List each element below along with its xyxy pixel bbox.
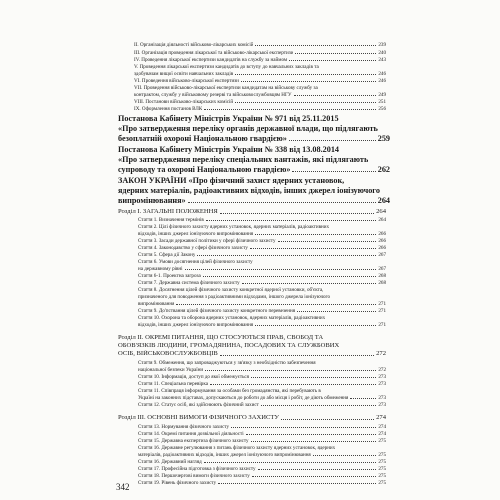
toc-entry: [134, 64, 386, 70]
toc-entry: [138, 360, 386, 366]
page-number: 342: [116, 482, 130, 492]
leader-dots: [218, 483, 376, 484]
toc-entry: [138, 266, 386, 272]
toc-entry: [134, 78, 386, 84]
toc-entry: [138, 259, 386, 265]
toc-entry: [134, 71, 386, 77]
leader-dots: [205, 370, 376, 371]
toc-heading: [118, 134, 390, 143]
leader-dots: [206, 220, 377, 221]
toc-entry-title: Стаття 8. Досягнення цілей фізичного захисту конкретної ядерної установки, об'єкта,: [138, 287, 324, 293]
toc-entry: [134, 57, 386, 63]
toc-entry-title: здобувачам вищої освіти навчальних закладів: [134, 71, 234, 77]
toc-entry-title: Стаття 18. Першочергові вимоги фізичного захисту: [138, 473, 250, 479]
toc-entry: [138, 238, 386, 244]
toc-entry-title: Стаття 19. Рівень фізичного захисту: [138, 480, 217, 486]
toc-entry: [138, 374, 386, 380]
toc-entry: [138, 402, 386, 408]
toc-page-number: 262: [377, 165, 390, 174]
toc-entry: [138, 231, 386, 237]
toc-page-number: 272: [378, 367, 386, 373]
leader-dots: [210, 384, 376, 385]
toc-section-title: Розділ I. ЗАГАЛЬНІ ПОЛОЖЕННЯ: [118, 208, 218, 215]
leader-dots: [185, 269, 377, 270]
toc-page-number: 249: [378, 92, 386, 98]
toc-entry-title: Стаття 14. Окремі питання дозвільної діяльності: [138, 431, 244, 437]
toc-heading: [118, 186, 390, 195]
toc-section: [118, 414, 386, 422]
toc-entry-title: Стаття 10. Охорона та оборона ядерних установок, ядерних матеріалів, радіоактивних: [138, 315, 326, 321]
toc-entry-title: Україні на законних підставах, допускаються до роботи до або місця і робіт, де діють обмеження: [138, 395, 349, 401]
toc-entry: [134, 99, 386, 105]
toc-entry: [138, 252, 386, 258]
toc-page-number: 266: [378, 231, 386, 237]
toc-page-number: 240: [378, 50, 386, 56]
toc-heading: [118, 124, 390, 133]
leader-dots: [258, 469, 377, 470]
toc-entry: [138, 301, 386, 307]
toc-entry: [138, 322, 386, 328]
toc-page-number: 275: [378, 466, 386, 472]
leader-dots: [246, 434, 377, 435]
leader-dots: [251, 441, 377, 442]
toc-entry-title: випромінювання: [138, 301, 175, 307]
leader-dots: [220, 355, 374, 356]
toc-page-number: 264: [378, 217, 386, 223]
toc-page-number: 266: [378, 245, 386, 251]
leader-dots: [294, 95, 377, 96]
toc-entry-title: Стаття 3. Засади державної політики у сфері фізичного захисту: [138, 238, 276, 244]
toc-page-number: 251: [378, 99, 386, 105]
toc-entry-title: Стаття 4. Законодавство у сфері фізичного захисту: [138, 245, 248, 251]
toc-entry-title: Стаття 17. Професійна підготовка з фізичного захисту: [138, 466, 256, 472]
leader-dots: [204, 109, 376, 110]
toc-entry: [138, 273, 386, 279]
toc-page-number: 259: [377, 134, 390, 143]
toc-heading-title: Постанова Кабінету Міністрів України № 971 від 25.11.2015: [118, 114, 339, 123]
toc-page-number: 273: [378, 381, 386, 387]
toc-heading-title: Постанова Кабінету Міністрів України № 338 від 13.08.2014: [118, 145, 340, 154]
toc-page-number: 275: [378, 452, 386, 458]
leader-dots: [281, 419, 374, 420]
toc-entry-title: VII. Проведення військово-лікарської експертизи кандидатам на військову службу за: [134, 85, 318, 91]
leader-dots: [297, 311, 376, 312]
toc-page-number: 267: [378, 252, 386, 258]
toc-entry-title: Стаття 9. До'пствання цілей фізичного захисту конкретного перевезення: [138, 308, 296, 314]
toc-entry: [138, 395, 386, 401]
toc-page-number: 243: [378, 57, 386, 63]
toc-page-number: 274: [378, 431, 386, 437]
toc-entry: [138, 294, 386, 300]
toc-page-number: 275: [378, 438, 386, 444]
leader-dots: [176, 304, 376, 305]
toc-entry-title: Стаття 9. Обмеження, що запроваджуються у зв'язку з необхідністю забезпечення: [138, 360, 316, 366]
toc-heading: [118, 165, 390, 174]
toc-entry: [134, 106, 386, 112]
toc-page-number: 275: [378, 459, 386, 465]
leader-dots: [255, 45, 376, 46]
toc-section: [118, 342, 386, 350]
toc-entry-title: IV. Проведення лікарської експертизи кандидатів на службу за наймом: [134, 57, 288, 63]
toc-heading: [118, 196, 390, 205]
toc-entry-title: IX. Оформлення постанов ВЛК: [134, 106, 203, 112]
leader-dots: [313, 455, 377, 456]
leader-dots: [204, 462, 377, 463]
toc-entry-title: відходів, інших джерел іонізуючого випромінювання: [138, 231, 254, 237]
toc-heading: [118, 176, 390, 185]
toc-entry: [134, 42, 386, 48]
toc-page-number: 273: [378, 395, 386, 401]
toc-heading: [118, 114, 390, 123]
leader-dots: [278, 241, 377, 242]
toc-page-number: 275: [378, 480, 386, 486]
toc-entry: [138, 381, 386, 387]
toc-page-number: 264: [376, 208, 386, 215]
toc-entry: [138, 224, 386, 230]
toc-page-number: 268: [378, 280, 386, 286]
toc-entry-title: III. Організація проведення лікарської та військово-лікарської експертизи: [134, 50, 294, 56]
toc-entry-title: Стаття 10. Інформація, доступ до якої обмежується: [138, 374, 250, 380]
toc-entry-title: Стаття 11. Співпраця інформування за особами без громадянства, які перебувають в: [138, 388, 321, 394]
toc-heading-title: супроводу та охороні Національною гвардією»: [118, 165, 291, 174]
toc-entry-title: Стаття 16. Державний нагляд: [138, 459, 202, 465]
toc-page-number: 264: [377, 196, 390, 205]
toc-entry-title: Стаття 6. Умови досягнення цілей фізичного захисту: [138, 259, 253, 265]
toc-entry: [138, 287, 386, 293]
toc-entry: [138, 388, 386, 394]
toc-entry-title: контрактом, службу у військовому резерві та військовослужбовцям НГУ: [134, 92, 292, 98]
toc-entry: [138, 308, 386, 314]
leader-dots: [252, 476, 377, 477]
toc-entry: [134, 85, 386, 91]
toc-entry-title: Стаття 6-1. Проектна загроза: [138, 273, 201, 279]
leader-dots: [289, 140, 376, 141]
toc-entry: [138, 480, 386, 486]
leader-dots: [289, 60, 376, 61]
leader-dots: [235, 102, 376, 103]
toc-section-title: Розділ II. ОКРЕМІ ПИТАННЯ, ЩО СТОСУЮТЬСЯ ПРАВ, СВОБОД ТА: [118, 334, 324, 341]
toc-page-number: 272: [376, 350, 386, 357]
toc-entry: [138, 217, 386, 223]
toc-entry: [134, 50, 386, 56]
toc-section-title: ОСІБ, ВІЙСЬКОВОСЛУЖБОВЦІВ: [118, 350, 218, 357]
toc-entry-title: Стаття 7. Державна система фізичного захисту: [138, 280, 240, 286]
toc-entry: [138, 466, 386, 472]
toc-page-number: 268: [378, 273, 386, 279]
toc-entry-title: Стаття 5. Сфера дії Закону: [138, 252, 196, 258]
leader-dots: [255, 234, 376, 235]
toc-entry-title: національної безпеки України: [138, 367, 204, 373]
toc-entry-title: V. Проведення лікарської експертизи кандидатів до вступу до навчальних закладів та: [134, 64, 319, 70]
leader-dots: [250, 248, 376, 249]
toc-entry-title: матеріалів, радіоактивних відходів, інших джерел іонізуючого випромінювання: [138, 452, 311, 458]
leader-dots: [292, 171, 375, 172]
toc-entry: [138, 280, 386, 286]
toc-heading: [118, 155, 390, 164]
toc-page-number: 273: [378, 374, 386, 380]
toc-entry-title: відходів, інших джерел іонізуючого випромінювання: [138, 322, 254, 328]
toc-heading-title: випромінювання»: [118, 196, 186, 205]
leader-dots: [255, 325, 376, 326]
leader-dots: [350, 398, 376, 399]
toc-entry-title: Стаття 15. Державна експертиза фізичного захисту: [138, 438, 249, 444]
toc-page-number: 271: [378, 301, 386, 307]
toc-heading-title: «Про затвердження переліку спеціальних вантажів, які підлягають: [118, 155, 369, 164]
toc-heading: [118, 145, 390, 154]
leader-dots: [197, 255, 376, 256]
toc-entry: [138, 367, 386, 373]
leader-dots: [295, 53, 376, 54]
leader-dots: [241, 81, 376, 82]
leader-dots: [261, 405, 376, 406]
toc-page-number: 267: [378, 266, 386, 272]
toc-page-number: 274: [378, 424, 386, 430]
toc-heading-title: ядерних матеріалів, радіоактивних відходів, інших джерел іонізуючого: [118, 186, 380, 195]
toc-entry: [138, 438, 386, 444]
toc-page-number: 274: [376, 414, 386, 421]
leader-dots: [231, 427, 376, 428]
toc-entry-title: Стаття 13. Нормування фізичного захисту: [138, 424, 230, 430]
leader-dots: [188, 202, 376, 203]
leader-dots: [203, 276, 377, 277]
toc-heading-title: «Про затвердження переліку органів державної влади, що підлягають: [118, 124, 378, 133]
toc-entry-title: Стаття 16. Державне регулювання з питань фізичного захисту ядерних установок, ядерних: [138, 445, 336, 451]
toc-entry-title: Стаття 11. Спеціальна перевірка: [138, 381, 208, 387]
toc-section: [118, 334, 386, 342]
toc-page-number: 246: [378, 71, 386, 77]
toc-entry-title: II. Організація діяльності військово-лікарських комісій: [134, 42, 254, 48]
leader-dots: [251, 377, 376, 378]
toc-page-number: 271: [378, 322, 386, 328]
toc-entry-title: Стаття 1. Визначення термінів: [138, 217, 204, 223]
toc-heading-title: ЗАКОН УКРАЇНИ «Про фізичний захист ядерних установок,: [118, 176, 345, 185]
toc-entry-title: VIII. Постанови військово-лікарських комісій: [134, 99, 234, 105]
toc-page-number: 273: [378, 402, 386, 408]
toc-entry-title: призначеного для поводження з радіоактивними відходами, іншого джерела іонізуючого: [138, 294, 331, 300]
toc-entry: [134, 92, 386, 98]
toc-entry-title: на державному рівні: [138, 266, 183, 272]
toc-page-number: 246: [378, 78, 386, 84]
toc-page-number: 271: [378, 308, 386, 314]
toc-entry: [138, 459, 386, 465]
leader-dots: [242, 283, 377, 284]
toc-entry-title: VI. Проведення військово-лікарської експертизи: [134, 78, 239, 84]
leader-dots: [220, 213, 374, 214]
toc-entry: [138, 245, 386, 251]
toc-heading-title: безоплатній охороні Національною гвардією»: [118, 134, 287, 143]
toc-section: [118, 350, 386, 358]
toc-entry: [138, 445, 386, 451]
toc-section: [118, 208, 386, 216]
toc-section-title: ОБОВ'ЯЗКІВ ЛЮДИНИ, ГРОМАДЯНИНА, ПОСАДОВИХ ТА СЛУЖБОВИХ: [118, 342, 340, 349]
toc-entry: [138, 452, 386, 458]
toc-page-number: 239: [378, 42, 386, 48]
toc-entry-title: Стаття 2. Цілі фізичного захисту ядерних установок, ядерних матеріалів, радіоактивних: [138, 224, 329, 230]
toc-entry: [138, 473, 386, 479]
toc-entry: [138, 315, 386, 321]
toc-page-number: 266: [378, 238, 386, 244]
leader-dots: [235, 74, 376, 75]
toc-entry: [138, 431, 386, 437]
toc-entry: [138, 424, 386, 430]
toc-entry-title: Стаття 12. Статус осіб, які здійснюють фізичний захист: [138, 402, 259, 408]
toc-page-number: 256: [378, 106, 386, 112]
toc-section-title: Розділ III. ОСНОВНІ ВИМОГИ ФІЗИЧНОГО ЗАХИСТУ: [118, 414, 280, 421]
toc-page-number: 275: [378, 473, 386, 479]
